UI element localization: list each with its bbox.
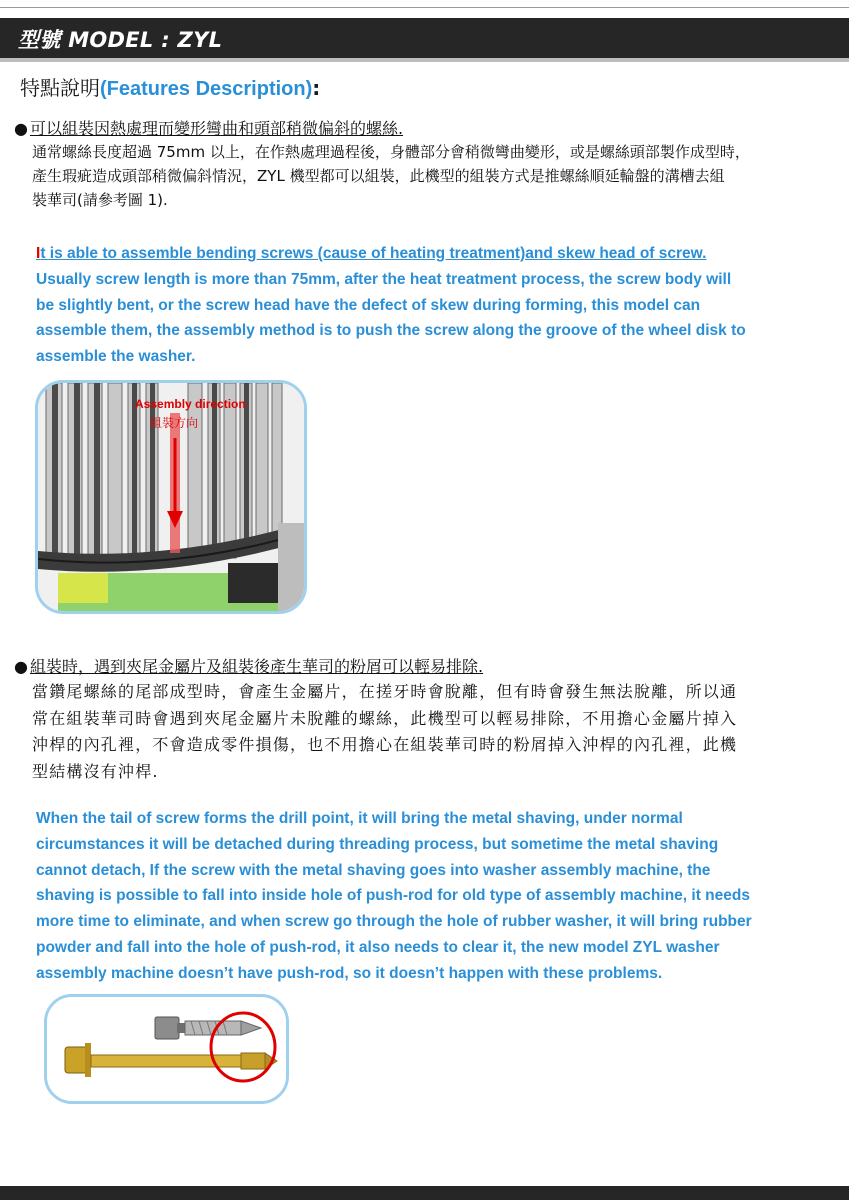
en-line: powder and fall into the hole of push-rod, it also needs to clear it, the new model ZYL washer bbox=[36, 938, 720, 956]
wheel-disk-illustration bbox=[38, 383, 304, 611]
feature-2-zh-paragraph bbox=[32, 679, 822, 785]
en-heading-line bbox=[36, 241, 826, 267]
figure-2-screws bbox=[44, 994, 289, 1104]
zh-line: 裝華司(請參考圖 1). bbox=[32, 191, 168, 209]
zh-line: 沖桿的內孔裡，不會造成零件損傷，也不用擔心在組裝華司時的粉屑掉入沖桿的內孔裡，此機 bbox=[32, 735, 738, 754]
feature-2-heading-text: 組裝時，遇到夾尾金屬片及組裝後產生華司的粉屑可以輕易排除. bbox=[29, 657, 484, 676]
feature-2-heading bbox=[14, 654, 483, 677]
feature-2-en-paragraph bbox=[36, 806, 826, 987]
en-line: Usually screw length is more than 75mm, after the heat treatment process, the screw body will bbox=[36, 270, 732, 288]
feature-1-zh-paragraph bbox=[32, 140, 822, 212]
footer-bar bbox=[0, 1186, 849, 1200]
section-title-colon: : bbox=[312, 76, 321, 100]
zh-line: 當鑽尾螺絲的尾部成型時，會產生金屬片，在搓牙時會脫離，但有時會發生無法脫離，所以通 bbox=[32, 682, 738, 701]
en-line: cannot detach, If the screw with the metal shaving goes into washer assembly machine, the bbox=[36, 861, 711, 879]
en-line: assembly machine doesn’t have push-rod, so it doesn’t happen with these problems. bbox=[36, 964, 663, 982]
en-first-letter: I bbox=[36, 245, 41, 262]
feature-1-en-paragraph bbox=[36, 241, 826, 370]
en-line: shaving is possible to fall into inside hole of push-rod for old type of assembly machine, it needs bbox=[36, 887, 750, 905]
model-title: 型號 MODEL : ZYL bbox=[18, 28, 223, 52]
en-line: be slightly bent, or the screw head have the defect of skew during forming, this model can bbox=[36, 296, 701, 314]
en-line: assemble the washer. bbox=[36, 348, 196, 366]
header-bar bbox=[0, 18, 849, 58]
en-line: When the tail of screw forms the drill point, it will bring the metal shaving, under normal bbox=[36, 810, 683, 827]
bullet-icon: ● bbox=[14, 657, 28, 676]
assembly-direction-label: Assembly direction bbox=[135, 397, 246, 411]
section-title bbox=[20, 72, 320, 101]
screws-illustration bbox=[47, 997, 286, 1101]
en-line: assemble them, the assembly method is to push the screw along the groove of the wheel disk to bbox=[36, 322, 746, 340]
feature-1-heading bbox=[14, 116, 403, 139]
top-rule bbox=[0, 0, 849, 8]
bullet-icon: ● bbox=[14, 119, 28, 138]
zh-line: 產生瑕疵造成頭部稍微偏斜情況，ZYL 機型都可以組裝，此機型的組裝方式是推螺絲順延輪盤的溝槽去組 bbox=[32, 167, 725, 185]
en-line: circumstances it will be detached during threading process, but sometime the metal shaving bbox=[36, 835, 719, 853]
zh-line: 型結構沒有沖桿. bbox=[32, 761, 159, 781]
zh-line: 常在組裝華司時會遇到夾尾金屬片未脫離的螺絲，此機型可以輕易排除，不用擔心金屬片掉入 bbox=[32, 708, 738, 728]
en-heading-rest: t is able to assemble bending screws (cause of heating treatment)and skew head of screw. bbox=[40, 245, 707, 262]
header-underline bbox=[0, 58, 849, 62]
figure-1-wheel-disk bbox=[35, 380, 307, 614]
section-title-zh: 特點說明 bbox=[20, 76, 100, 100]
section-title-en: (Features Description) bbox=[100, 78, 313, 100]
feature-1-heading-text: 可以組裝因熱處理而變形彎曲和頭部稍微偏斜的螺絲. bbox=[29, 119, 404, 138]
assembly-direction-label-zh: 組裝方向 bbox=[150, 416, 199, 430]
zh-line: 通常螺絲長度超過 75mm 以上，在作熱處理過程後，身體部分會稍微彎曲變形，或是螺絲頭部製作成型時， bbox=[32, 143, 750, 161]
en-line: more time to eliminate, and when screw go through the hole of rubber washer, it will bring rubber bbox=[36, 913, 752, 931]
